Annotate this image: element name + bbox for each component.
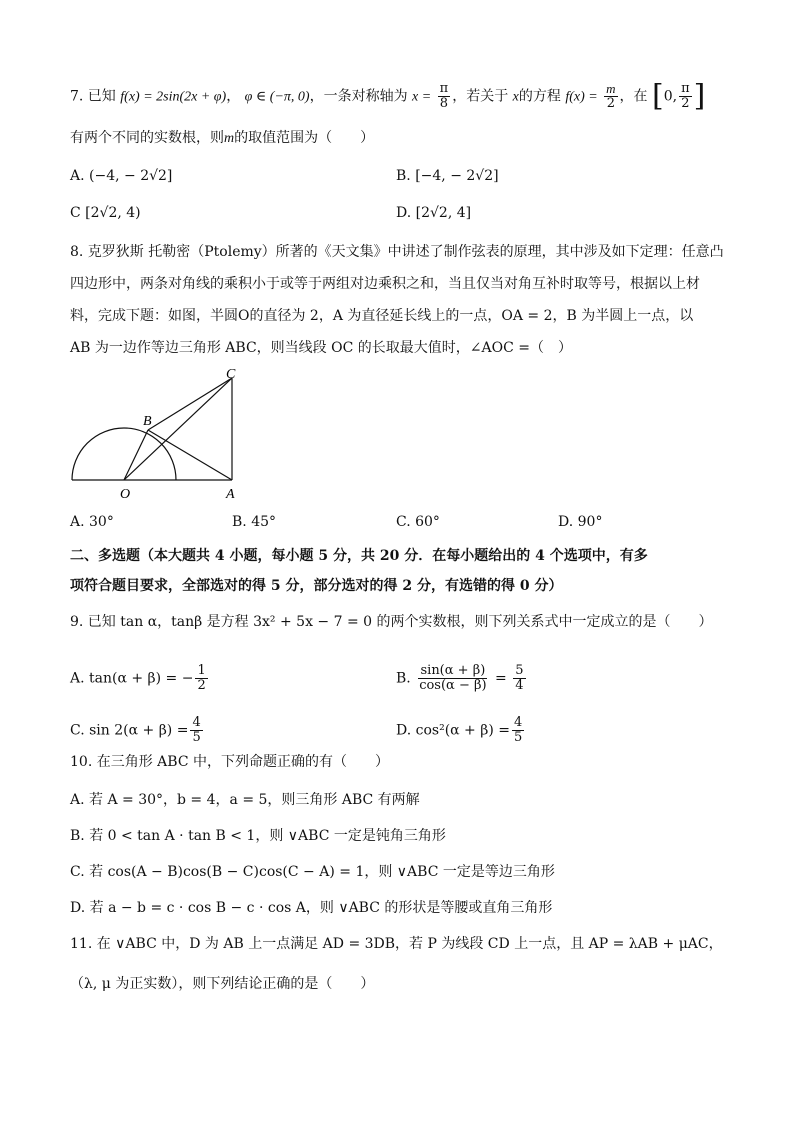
q7-separator: ， — [226, 88, 241, 105]
semicircle — [72, 428, 176, 480]
q9-option-b — [396, 664, 528, 693]
q7-eq-fraction: $\frac{m}{2}$ — [606, 81, 616, 111]
q9-b-fraction: $\frac{\sin(\alpha + \beta)}{\cos(\alpha - \beta)}$ — [419, 663, 487, 693]
q7-text: 7. 已知 — [70, 88, 116, 105]
q7-axis-lhs: x = — [412, 89, 432, 105]
q9-option-c — [70, 716, 205, 745]
q9-option-d — [396, 716, 526, 745]
q10-option-d: D. 若 a − b = c · cos B − c · cos A，则 ∨ABC 的形状是等腰或直角三角形 — [70, 900, 553, 916]
q7-option-b: B. [−4, − 2√2] — [396, 168, 499, 184]
q7-option-d: D. [2√2, 4] — [396, 205, 472, 221]
q10-option-a: A. 若 A = 30°，b = 4，a = 5，则三角形 ABC 有两解 — [70, 792, 420, 808]
section2-heading-line2: 项符合题目要求，全部选对的得 5 分，部分选对的得 2 分，有选错的得 0 分） — [70, 578, 563, 594]
segment-oc — [124, 378, 232, 480]
q7-text: 的取值范围为（ ） — [234, 130, 375, 146]
section2-heading-line1: 二、多选题（本大题共 4 小题，每小题 5 分，共 20 分．在每小题给出的 4 个选项中，有多 — [70, 548, 648, 564]
q9-d-text: D. cos²(α + β) = — [396, 722, 510, 739]
q7-axis-fraction: $\frac{\pi}{8}$ — [439, 81, 449, 111]
q8-option-d: D. 90° — [558, 514, 603, 530]
q7-var-m: m — [224, 131, 235, 146]
label-o: O — [120, 487, 131, 502]
q10-option-b: B. 若 0 < tan A · tan B < 1，则 ∨ABC 一定是钝角三角形 — [70, 828, 446, 844]
q7-option-c: C [2√2, 4) — [70, 205, 141, 221]
q9-c-text: C. sin 2(α + β) = — [70, 722, 189, 739]
q7-option-a: A. (−4, − 2√2] — [70, 168, 173, 184]
q9-c-fraction: $\frac{4}{5}$ — [192, 715, 201, 745]
q7-text: 有两个不同的实数根，则 — [70, 130, 224, 146]
q7-right-bracket: ] — [693, 78, 706, 114]
q10-stem: 10. 在三角形 ABC 中，下列命题正确的有（ ） — [70, 754, 389, 770]
q7-eq-lhs: f(x) = — [565, 89, 598, 105]
q9-d-fraction: $\frac{4}{5}$ — [513, 715, 523, 745]
q7-text: ，一条对称轴为 — [309, 88, 408, 105]
q9-b-text: B. — [396, 670, 411, 687]
q8-line4: AB 为一边作等边三角形 ABC，则当线段 OC 的长取最大值时，∠AOC =（ ） — [70, 340, 572, 356]
q7-interval-left: 0, — [663, 88, 678, 105]
segment-ob — [124, 430, 148, 480]
label-b: B — [143, 414, 152, 429]
q7-function: f(x) = 2sin(2x + φ) — [120, 89, 227, 105]
q7-phi-range: φ ∈ (−π, 0) — [244, 89, 310, 105]
q7-interval-fraction: $\frac{\pi}{2}$ — [681, 81, 690, 111]
q7-left-bracket: [ — [652, 78, 664, 114]
q8-option-c: C. 60° — [396, 514, 440, 530]
q8-line3: 料，完成下题：如图，半圆O的直径为 2，A 为直径延长线上的一点，OA = 2，B 为半圆上一点，以 — [70, 308, 694, 324]
label-c: C — [226, 367, 236, 382]
q7-line1 — [70, 78, 706, 114]
q9-option-a — [70, 664, 210, 693]
q8-option-b: B. 45° — [232, 514, 277, 530]
q7-text: ，若关于 — [452, 88, 509, 105]
q9-a-fraction: $\frac{1}{2}$ — [197, 663, 206, 693]
q10-option-c: C. 若 cos(A − B)cos(B − C)cos(C − A) = 1，则 ∨ABC 一定是等边三角形 — [70, 864, 555, 880]
q7-text: 的方程 — [518, 88, 561, 105]
segment-cb — [148, 378, 232, 430]
q11-line1: 11. 在 ∨ABC 中，D 为 AB 上一点满足 AD = 3DB，若 P 为线段 CD 上一点，且 AP = λAB + μAC， — [70, 936, 723, 952]
segment-ba — [148, 430, 232, 480]
q7-var-x: x — [512, 89, 519, 105]
q7-text: ，在 — [619, 88, 648, 105]
q7-line2 — [70, 128, 374, 149]
q8-line2: 四边形中，两条对角线的乘积小于或等于两组对边乘积之和，当且仅当对角互补时取等号，根据以上材 — [70, 276, 700, 292]
q8-option-a: A. 30° — [70, 514, 114, 530]
q9-stem: 9. 已知 tan α，tanβ 是方程 3x² + 5x − 7 = 0 的两个实数根，则下列关系式中一定成立的是（ ） — [70, 614, 713, 630]
q9-a-text: A. tan(α + β) = − — [70, 670, 194, 687]
label-a: A — [226, 487, 235, 502]
q8-geometry-figure — [66, 362, 246, 504]
q9-b-eq: = — [495, 670, 507, 687]
q8-line1: 8. 克罗狄斯 托勒密（Ptolemy）所著的《天文集》中讲述了制作弦表的原理，其中涉及如下定理：任意凸 — [70, 244, 724, 260]
q11-line2: （λ, μ 为正实数），则下列结论正确的是（ ） — [70, 976, 375, 992]
q9-b-value: $\frac{5}{4}$ — [515, 663, 524, 693]
